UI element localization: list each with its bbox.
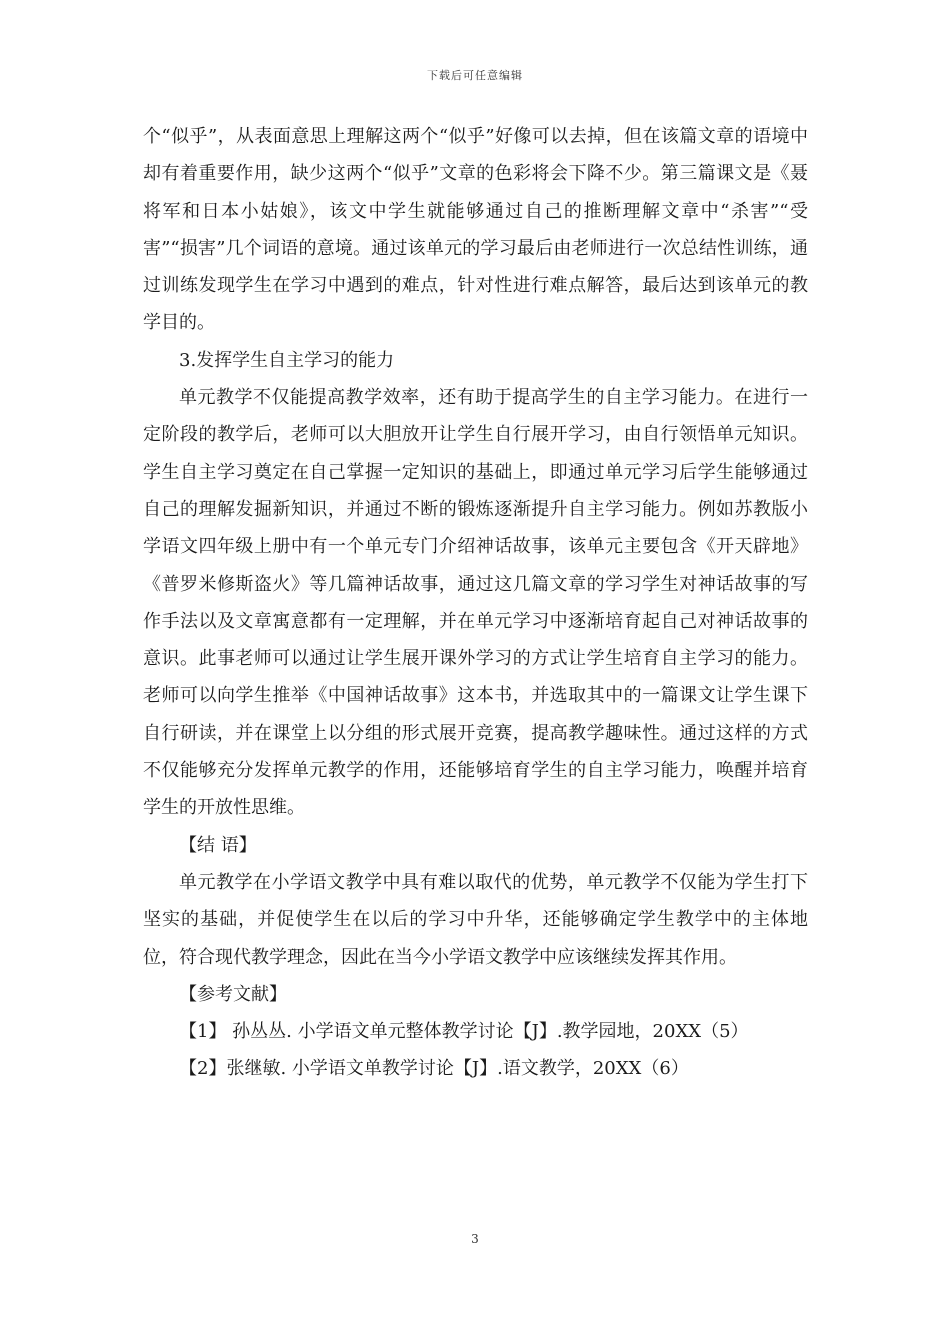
paragraph-continuation: 个“似乎”，从表面意思上理解这两个“似乎”好像可以去掉，但在该篇文章的语境中却有着重要作用，缺少这两个“似乎”文章的色彩将会下降不少。第三篇课文是《聂将军和日本小姑娘》，该文中学生就能够通过自己的推断理解文章中“杀害”“受害”“损害”几个词语的意境。通过该单元的学习最后由老师进行一次总结性训练，通过训练发现学生在学习中遇到的难点，针对性进行难点解答，最后达到该单元的教学目的。 <box>143 126 808 334</box>
reference-item-2: 【2】张继敏. 小学语文单教学讨论【J】.语文教学，20XX（6） <box>179 1058 689 1080</box>
page-header: 下载后可任意编辑 <box>427 69 523 82</box>
references-heading: 【参考文献】 <box>179 983 287 1005</box>
paragraph-self-learning: 单元教学不仅能提高教学效率，还有助于提高学生的自主学习能力。在进行一定阶段的教学后，老师可以大胆放开让学生自行展开学习，由自行领悟单元知识。学生自主学习奠定在自己掌握一定知识的基础上，即通过单元学习后学生能够通过自己的理解发掘新知识，并通过不断的锻炼逐渐提升自主学习能力。例如苏教版小学语文四年级上册中有一个单元专门介绍神话故事，该单元主要包含《开天辟地》《普罗米修斯盗火》等几篇神话故事，通过这几篇文章的学习学生对神话故事的写作手法以及文章寓意都有一定理解，并在单元学习中逐渐培育起自己对神话故事的意识。此事老师可以通过让学生展开课外学习的方式让学生培育自主学习的能力。老师可以向学生推举《中国神话故事》这本书，并选取其中的一篇课文让学生课下自行研读，并在课堂上以分组的形式展开竞赛，提高教学趣味性。通过这样的方式不仅能够充分发挥单元教学的作用，还能够培育学生的自主学习能力，唤醒并培育学生的开放性思维。 <box>143 387 808 819</box>
reference-item-1: 【1】 孙丛丛. 小学语文单元整体教学讨论【J】.教学园地，20XX（5） <box>179 1021 749 1043</box>
conclusion-heading: 【结 语】 <box>179 834 257 856</box>
paragraph-conclusion: 单元教学在小学语文教学中具有难以取代的优势，单元教学不仅能为学生打下坚实的基础，并促使学生在以后的学习中升华，还能够确定学生教学中的主体地位，符合现代教学理念，因此在当今小学语文教学中应该继续发挥其作用。 <box>143 871 808 968</box>
document-body <box>143 118 808 1088</box>
page-number: 3 <box>471 1232 479 1246</box>
section-heading: 3.发挥学生自主学习的能力 <box>179 349 395 371</box>
